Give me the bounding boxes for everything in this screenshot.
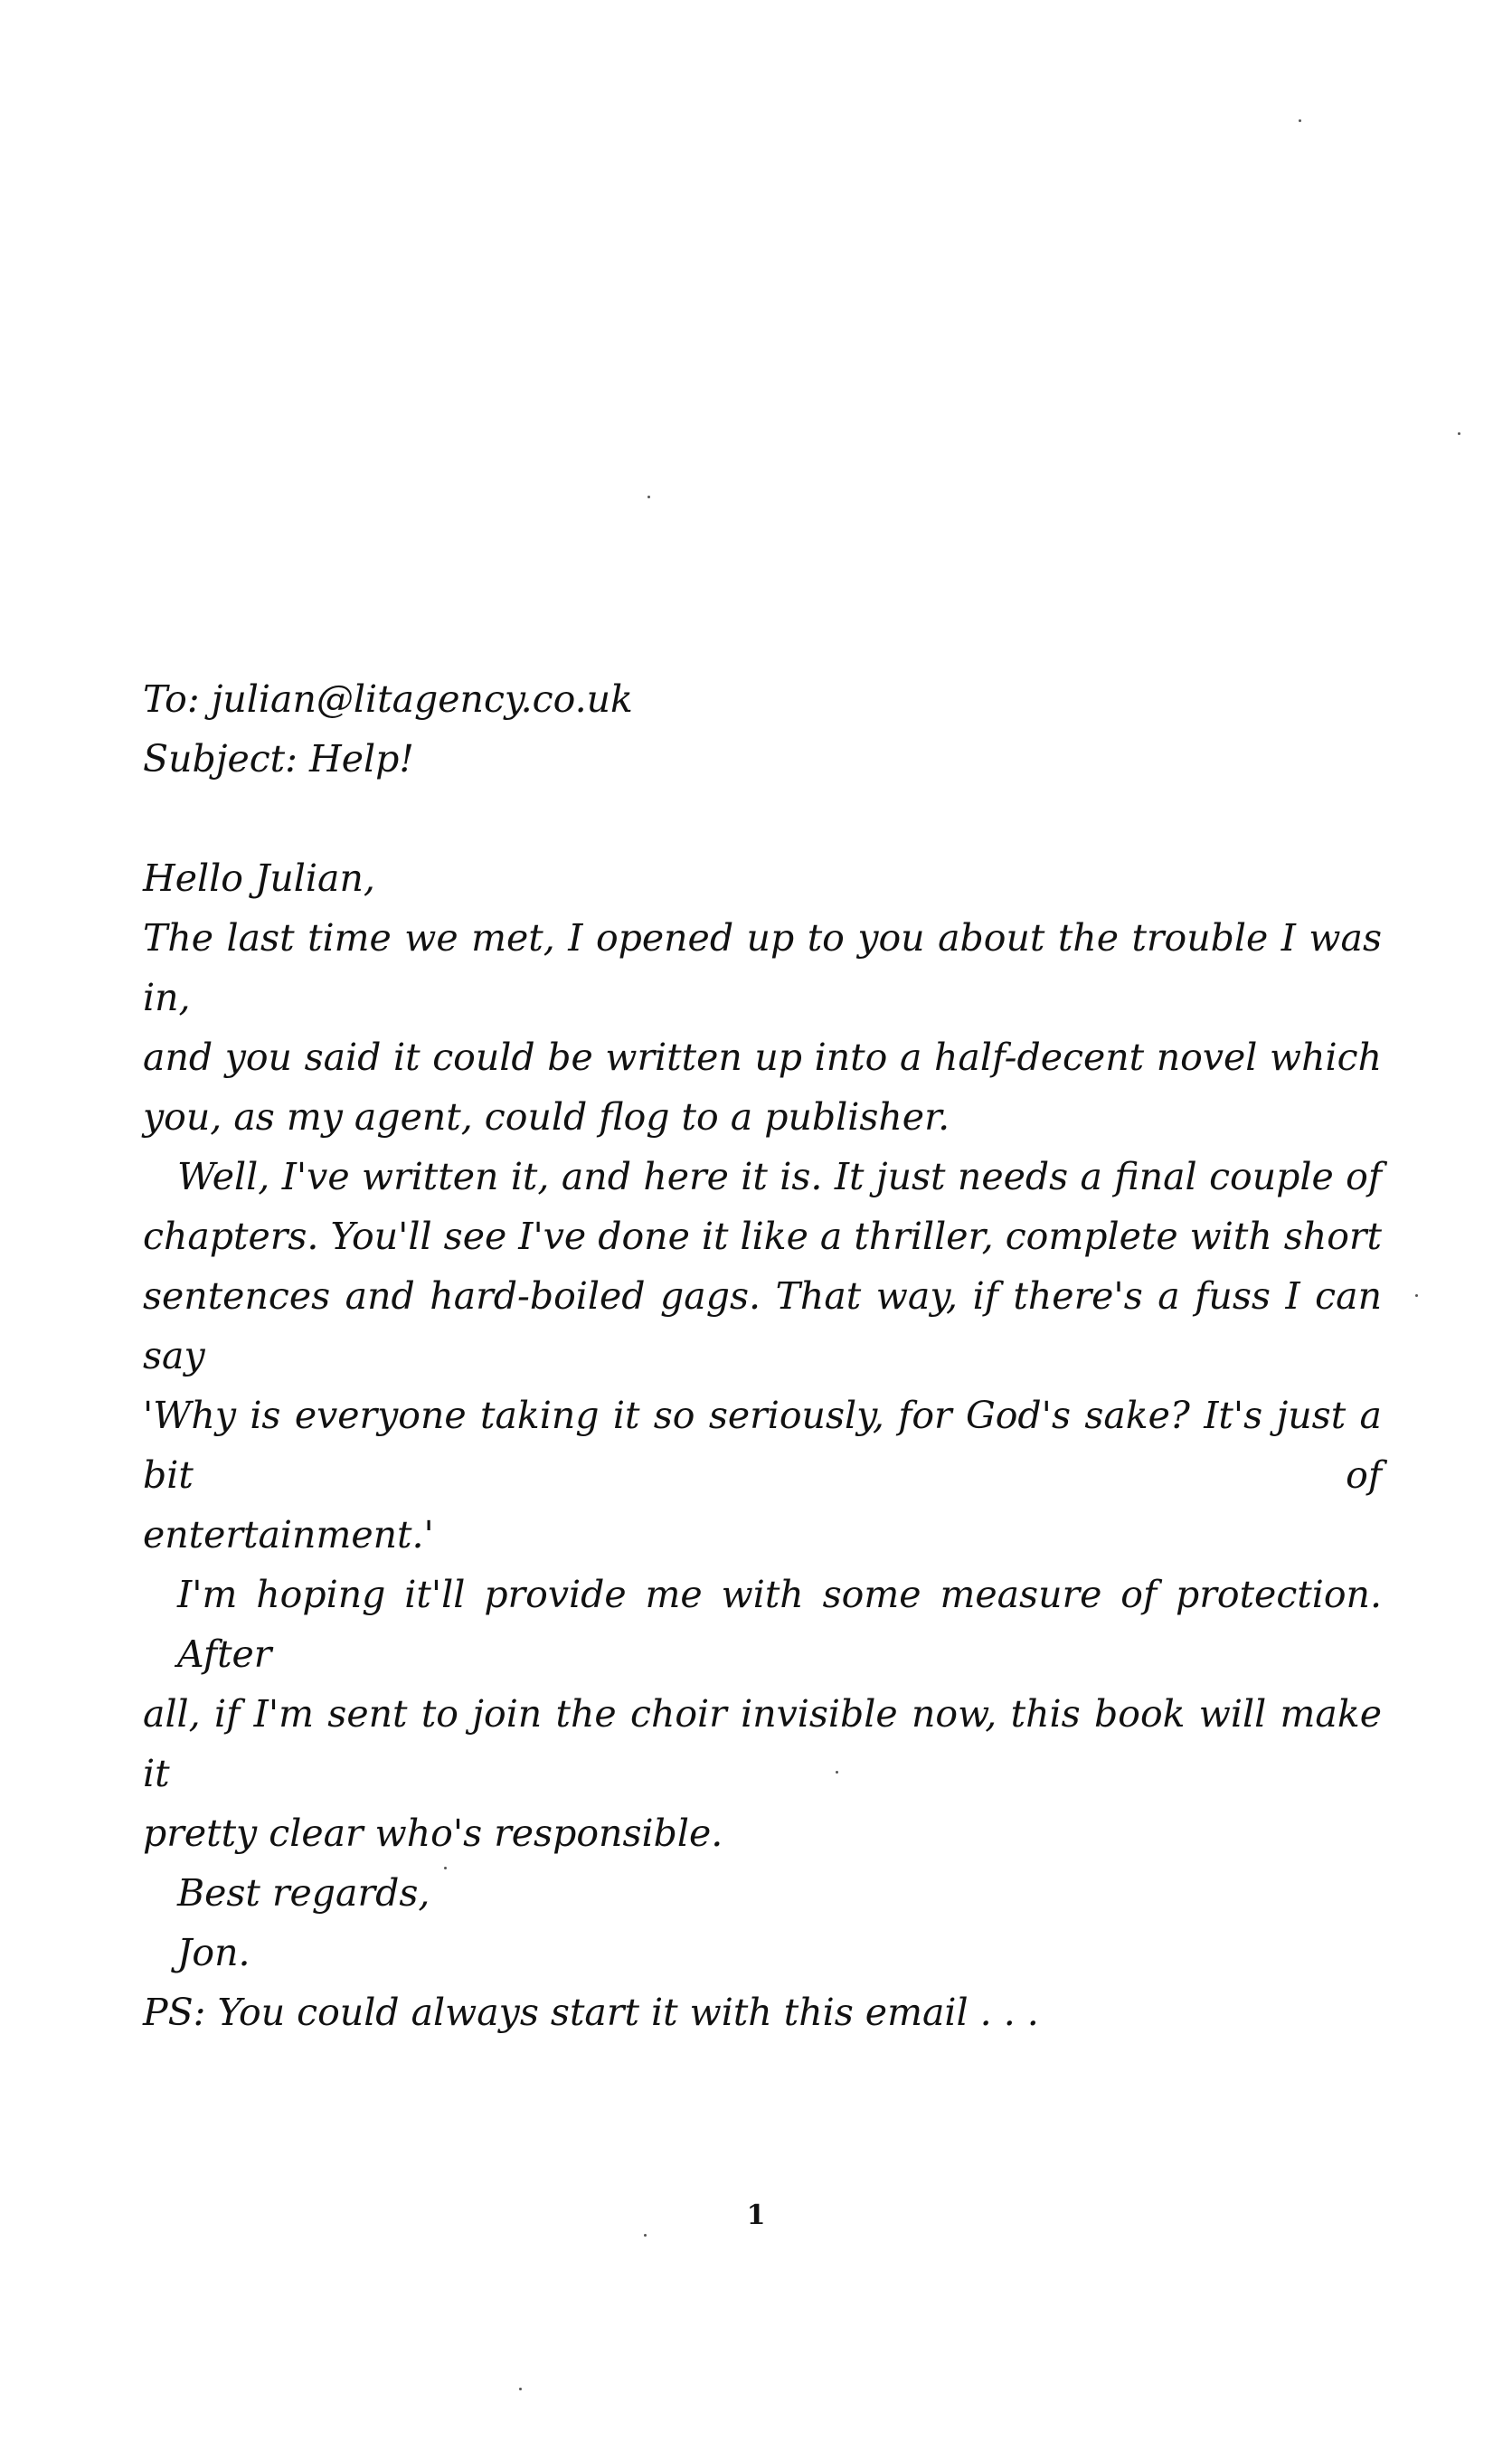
paragraph-2-line-1: Well, I've written it, and here it is. It just needs a final couple of — [177, 1155, 1382, 1198]
paragraph-1-line-2: and you said it could be written up into a half-decent novel which — [143, 1036, 1382, 1079]
header-spacing — [143, 789, 1382, 848]
scan-speck — [1299, 119, 1301, 122]
greeting: Hello Julian, — [143, 856, 375, 900]
paragraph-2-line-4: 'Why is everyone taking it so seriously, for God's sake? It's just a bit of — [143, 1394, 1382, 1497]
paragraph-2-line-2: chapters. You'll see I've done it like a thriller, complete with short — [143, 1215, 1382, 1258]
closing: Best regards, — [177, 1871, 430, 1915]
paragraph-2-line-5: entertainment.' — [143, 1513, 434, 1556]
signature: Jon. — [177, 1931, 250, 1974]
paragraph-1-line-3: you, as my agent, could flog to a publisher. — [143, 1095, 950, 1139]
scan-speck — [836, 1771, 838, 1774]
scan-speck — [519, 2388, 522, 2390]
scan-speck — [644, 2234, 647, 2237]
scan-speck — [1458, 432, 1460, 435]
scan-speck — [444, 1867, 447, 1869]
email-subject-line: Subject: Help! — [143, 737, 414, 781]
paragraph-2-line-3: sentences and hard-boiled gags. That way, if there's a fuss I can say — [143, 1274, 1382, 1377]
email-text — [143, 669, 1382, 2042]
postscript: PS: You could always start it with this email . . . — [143, 1991, 1039, 2034]
paragraph-3-line-1: I'm hoping it'll provide me with some measure of protection. After — [177, 1573, 1382, 1676]
paragraph-1-line-1: The last time we met, I opened up to you about the trouble I was in, — [143, 916, 1382, 1019]
scan-speck — [1415, 1294, 1418, 1297]
scan-speck — [647, 496, 650, 498]
paragraph-3-line-3: pretty clear who's responsible. — [143, 1812, 723, 1855]
page-number: 1 — [746, 2200, 766, 2231]
email-to-line: To: julian@litagency.co.uk — [143, 677, 633, 721]
paragraph-3-line-2: all, if I'm sent to join the choir invisible now, this book will make it — [143, 1692, 1382, 1795]
